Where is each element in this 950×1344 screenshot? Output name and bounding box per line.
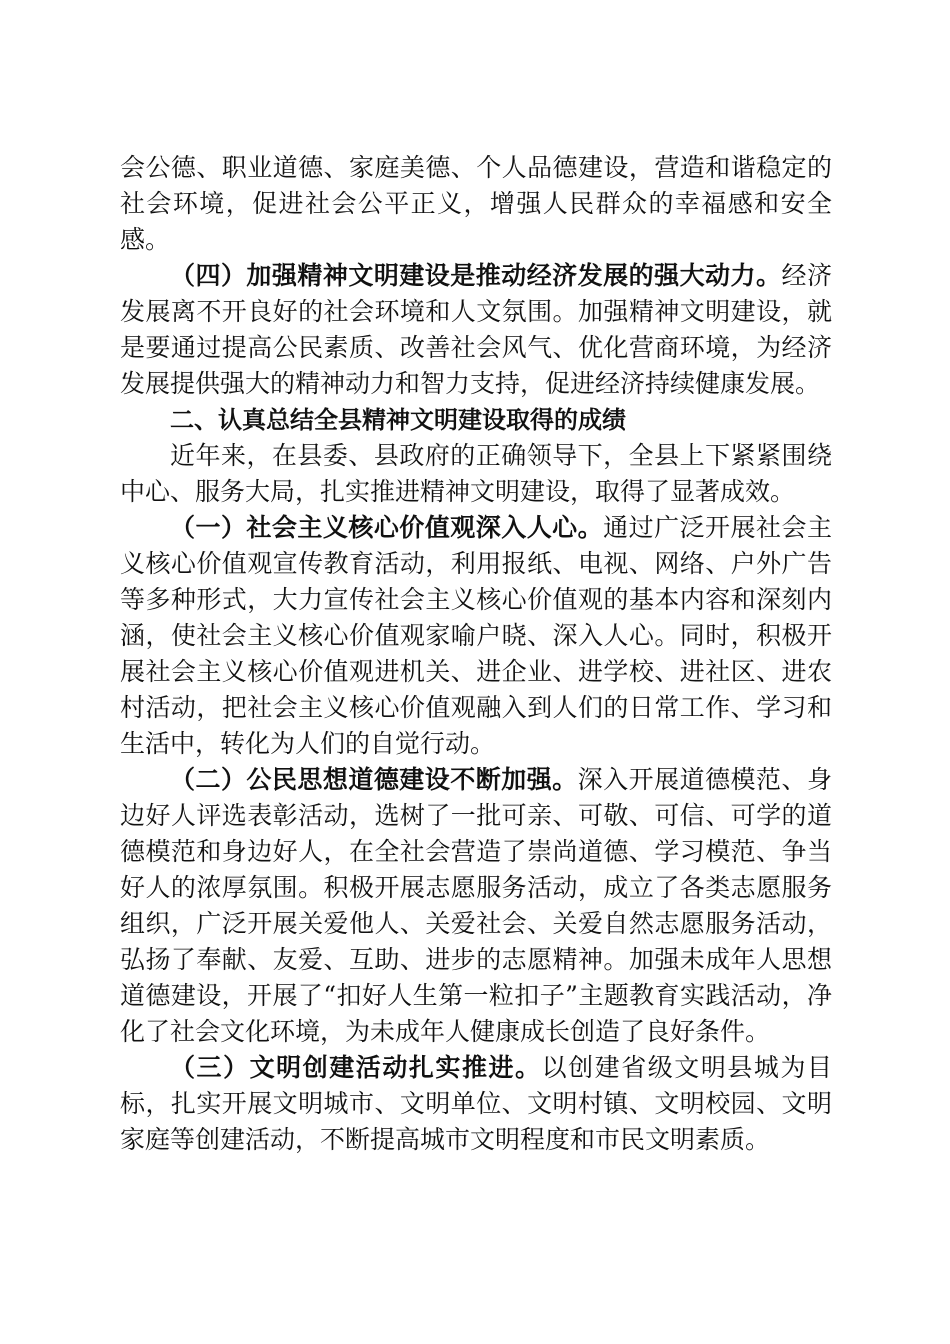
paragraph-text: 近年来，在县委、县政府的正确领导下，全县上下紧紧围绕中心、服务大局，扎实推进精神文明建设，取得了显著成效。 xyxy=(120,441,832,506)
paragraph-core-values xyxy=(120,510,832,762)
paragraph-moral-building xyxy=(120,762,832,1050)
paragraph-body: 通过广泛开展社会主义核心价值观宣传教育活动，利用报纸、电视、网络、户外广告等多种形式，大力宣传社会主义核心价值观的基本内容和深刻内涵，使社会主义核心价值观家喻户晓、深入人心。同时，积极开展社会主义核心价值观进机关、进企业、进学校、进社区、进农村活动，把社会主义核心价值观融入到人们的日常工作、学习和生活中，转化为人们的自觉行动。 xyxy=(120,513,832,758)
paragraph-intro xyxy=(120,438,832,510)
paragraph-civilization-campaign xyxy=(120,1050,832,1158)
section-heading: 二、认真总结全县精神文明建设取得的成绩 xyxy=(170,406,626,434)
paragraph-lead: （二）公民思想道德建设不断加强。 xyxy=(170,765,578,794)
paragraph-economic-driver xyxy=(120,258,832,402)
paragraph-text: 会公德、职业道德、家庭美德、个人品德建设，营造和谐稳定的社会环境，促进社会公平正义，增强人民群众的幸福感和安全感。 xyxy=(120,153,832,254)
paragraph-body: 经济发展离不开良好的社会环境和人文氛围。加强精神文明建设，就是要通过提高公民素质、改善社会风气、优化营商环境，为经济发展提供强大的精神动力和智力支持，促进经济持续健康发展。 xyxy=(120,261,832,398)
paragraph-body: 以创建省级文明县城为目标，扎实开展文明城市、文明单位、文明村镇、文明校园、文明家庭等创建活动，不断提高城市文明程度和市民文明素质。 xyxy=(120,1053,832,1154)
paragraph-body: 深入开展道德模范、身边好人评选表彰活动，选树了一批可亲、可敬、可信、可学的道德模范和身边好人，在全社会营造了崇尚道德、学习模范、争当好人的浓厚氛围。积极开展志愿服务活动，成立了各类志愿服务组织，广泛开展关爱他人、关爱社会、关爱自然志愿服务活动，弘扬了奉献、友爱、互助、进步的志愿精神。加强未成年人思想道德建设，开展了“扣好人生第一粒扣子”主题教育实践活动，净化了社会文化环境，为未成年人健康成长创造了良好条件。 xyxy=(120,765,832,1046)
document-page xyxy=(120,150,832,1158)
paragraph-continuation xyxy=(120,150,832,258)
paragraph-lead: （四）加强精神文明建设是推动经济发展的强大动力。 xyxy=(170,261,782,290)
paragraph-lead: （三）文明创建活动扎实推进。 xyxy=(170,1053,542,1082)
paragraph-lead: （一）社会主义核心价值观深入人心。 xyxy=(170,513,604,542)
